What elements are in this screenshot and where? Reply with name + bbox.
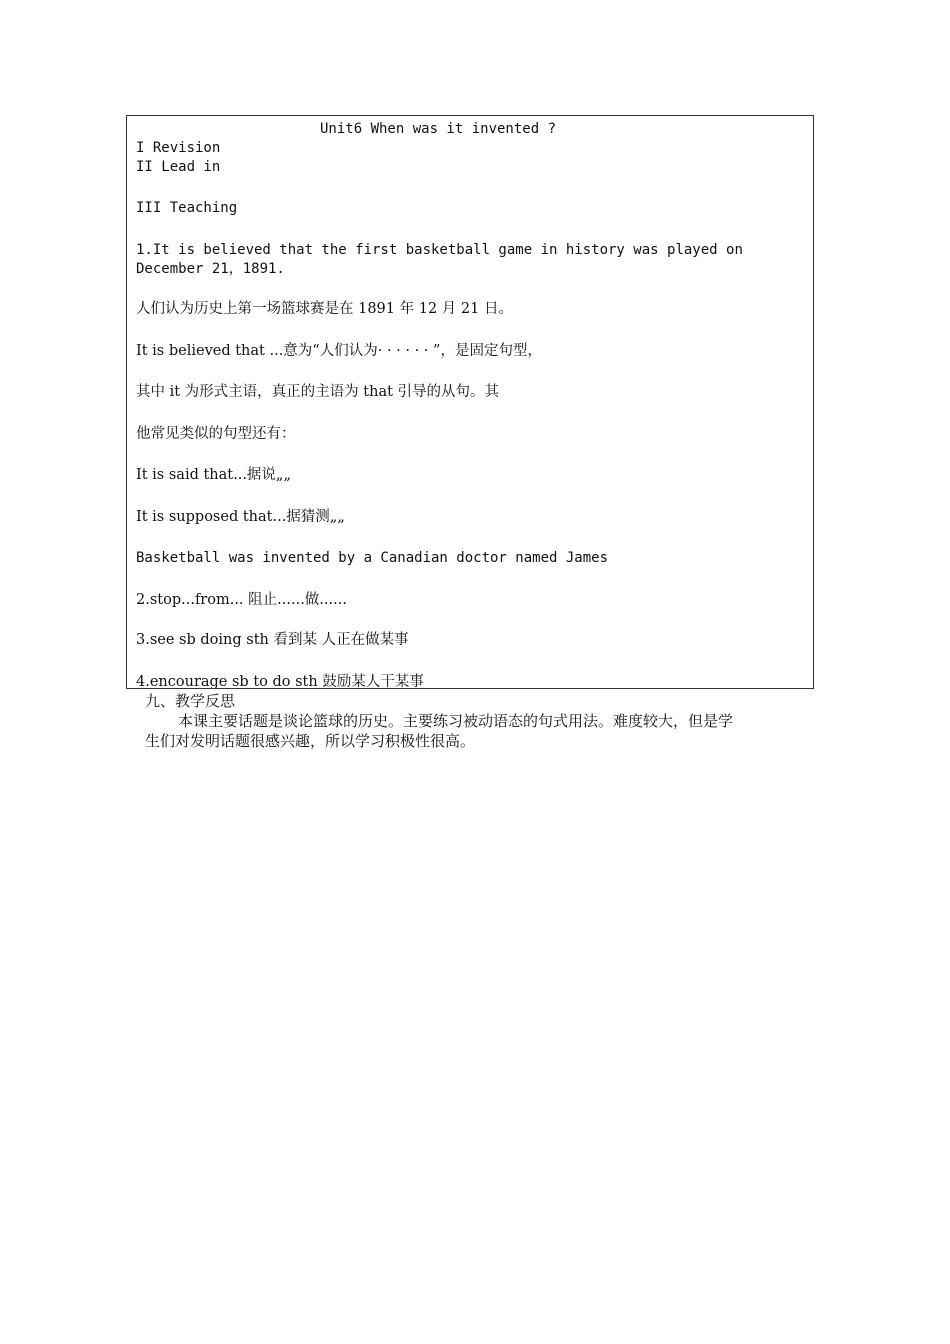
point-4: 4.encourage sb to do sth 鼓励某人干某事 [136,674,424,689]
point-2: 2.stop...from... 阻止......做...... [136,592,347,608]
lesson-plan-box [126,115,814,689]
reflection-paragraph-line-1: 本课主要话题是谈论篮球的历史。主要练习被动语态的句式用法。难度较大，但是学 [178,712,734,730]
similar-patterns-intro: 他常见类似的句型还有： [136,426,296,442]
point-1-translation: 人们认为历史上第一场篮球赛是在 1891 年 12 月 21 日。 [136,301,513,317]
section-teaching: III Teaching [136,200,238,216]
pattern-it-is-said: It is said that...据说„„ [136,467,291,483]
unit-title: Unit6 When was it invented ? [320,121,557,137]
reflection-heading: 九、教学反思 [145,692,236,710]
point-1-sentence: 1.It is believed that the first basketball game in history was played on [136,242,743,258]
basketball-invention-sentence: Basketball was invented by a Canadian doctor named James [136,550,609,566]
pattern-it-is-supposed: It is supposed that...据猜测„„ [136,509,345,525]
section-lead-in: II Lead in [136,159,221,175]
pattern-explanation: It is believed that ...意为“人们认为· · · · · · ”，是固定句型， [136,343,542,359]
point-1-date: December 21，1891. [136,261,285,277]
point-3: 3.see sb doing sth 看到某 人正在做某事 [136,632,409,648]
reflection-paragraph-line-2: 生们对发明话题很感兴趣，所以学习积极性很高。 [145,732,476,750]
section-revision: I Revision [136,140,221,156]
subject-explanation: 其中 it 为形式主语，真正的主语为 that 引导的从句。其 [136,384,500,400]
